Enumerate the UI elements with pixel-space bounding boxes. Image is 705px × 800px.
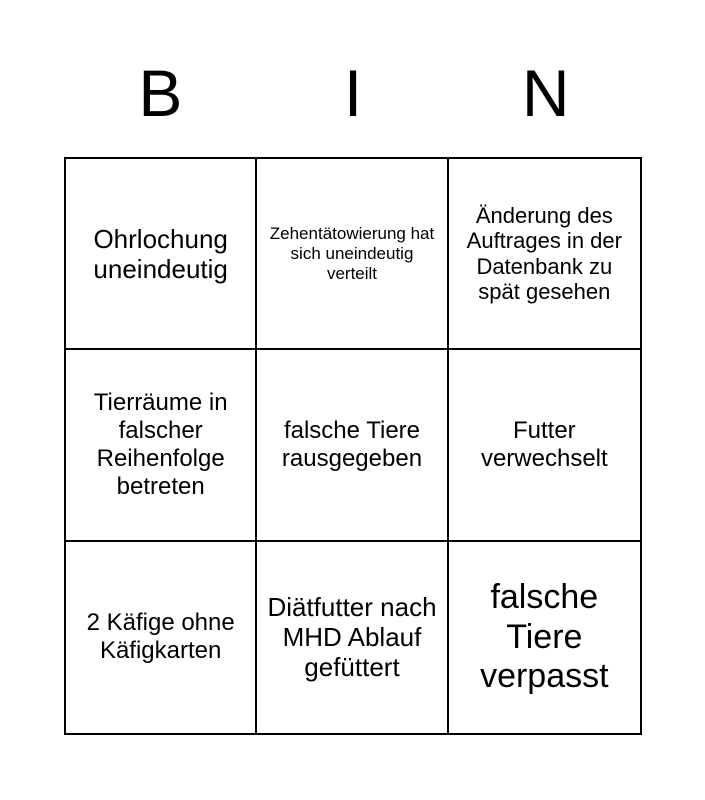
bingo-grid	[64, 157, 642, 735]
header-letter-i: I	[343, 56, 363, 130]
bingo-cell[interactable]	[449, 542, 640, 733]
bingo-cell-text: 2 Käfige ohne Käfigkarten	[86, 609, 235, 665]
bingo-cell-text: Änderung des Auftrages in der Datenbank zu spät gesehen	[466, 202, 622, 305]
header-letter-b: B	[138, 56, 183, 130]
bingo-cell-text: Zehentätowierung hat sich uneindeutig verteilt	[269, 224, 435, 283]
bingo-cell[interactable]	[449, 159, 640, 350]
bingo-cell[interactable]	[257, 350, 448, 541]
bingo-header	[64, 56, 642, 130]
bingo-cell-text: Diätfutter nach MHD Ablauf gefüttert	[267, 592, 437, 683]
bingo-cell[interactable]	[66, 542, 257, 733]
bingo-cell-text: Futter verwechselt	[480, 417, 608, 472]
bingo-cell-text: Ohrlochung uneindeutig	[93, 223, 228, 284]
bingo-cell-text: Tierräume in falscher Reihenfolge betreten	[93, 389, 228, 500]
bingo-cell[interactable]	[257, 159, 448, 350]
bingo-cell[interactable]	[257, 542, 448, 733]
bingo-cell[interactable]	[66, 159, 257, 350]
bingo-cell[interactable]	[66, 350, 257, 541]
bingo-cell-text: falsche Tiere verpasst	[480, 578, 609, 696]
bingo-cell[interactable]	[449, 350, 640, 541]
bingo-cell-text: falsche Tiere rausgegeben	[281, 417, 423, 472]
header-letter-n: N	[521, 56, 570, 130]
